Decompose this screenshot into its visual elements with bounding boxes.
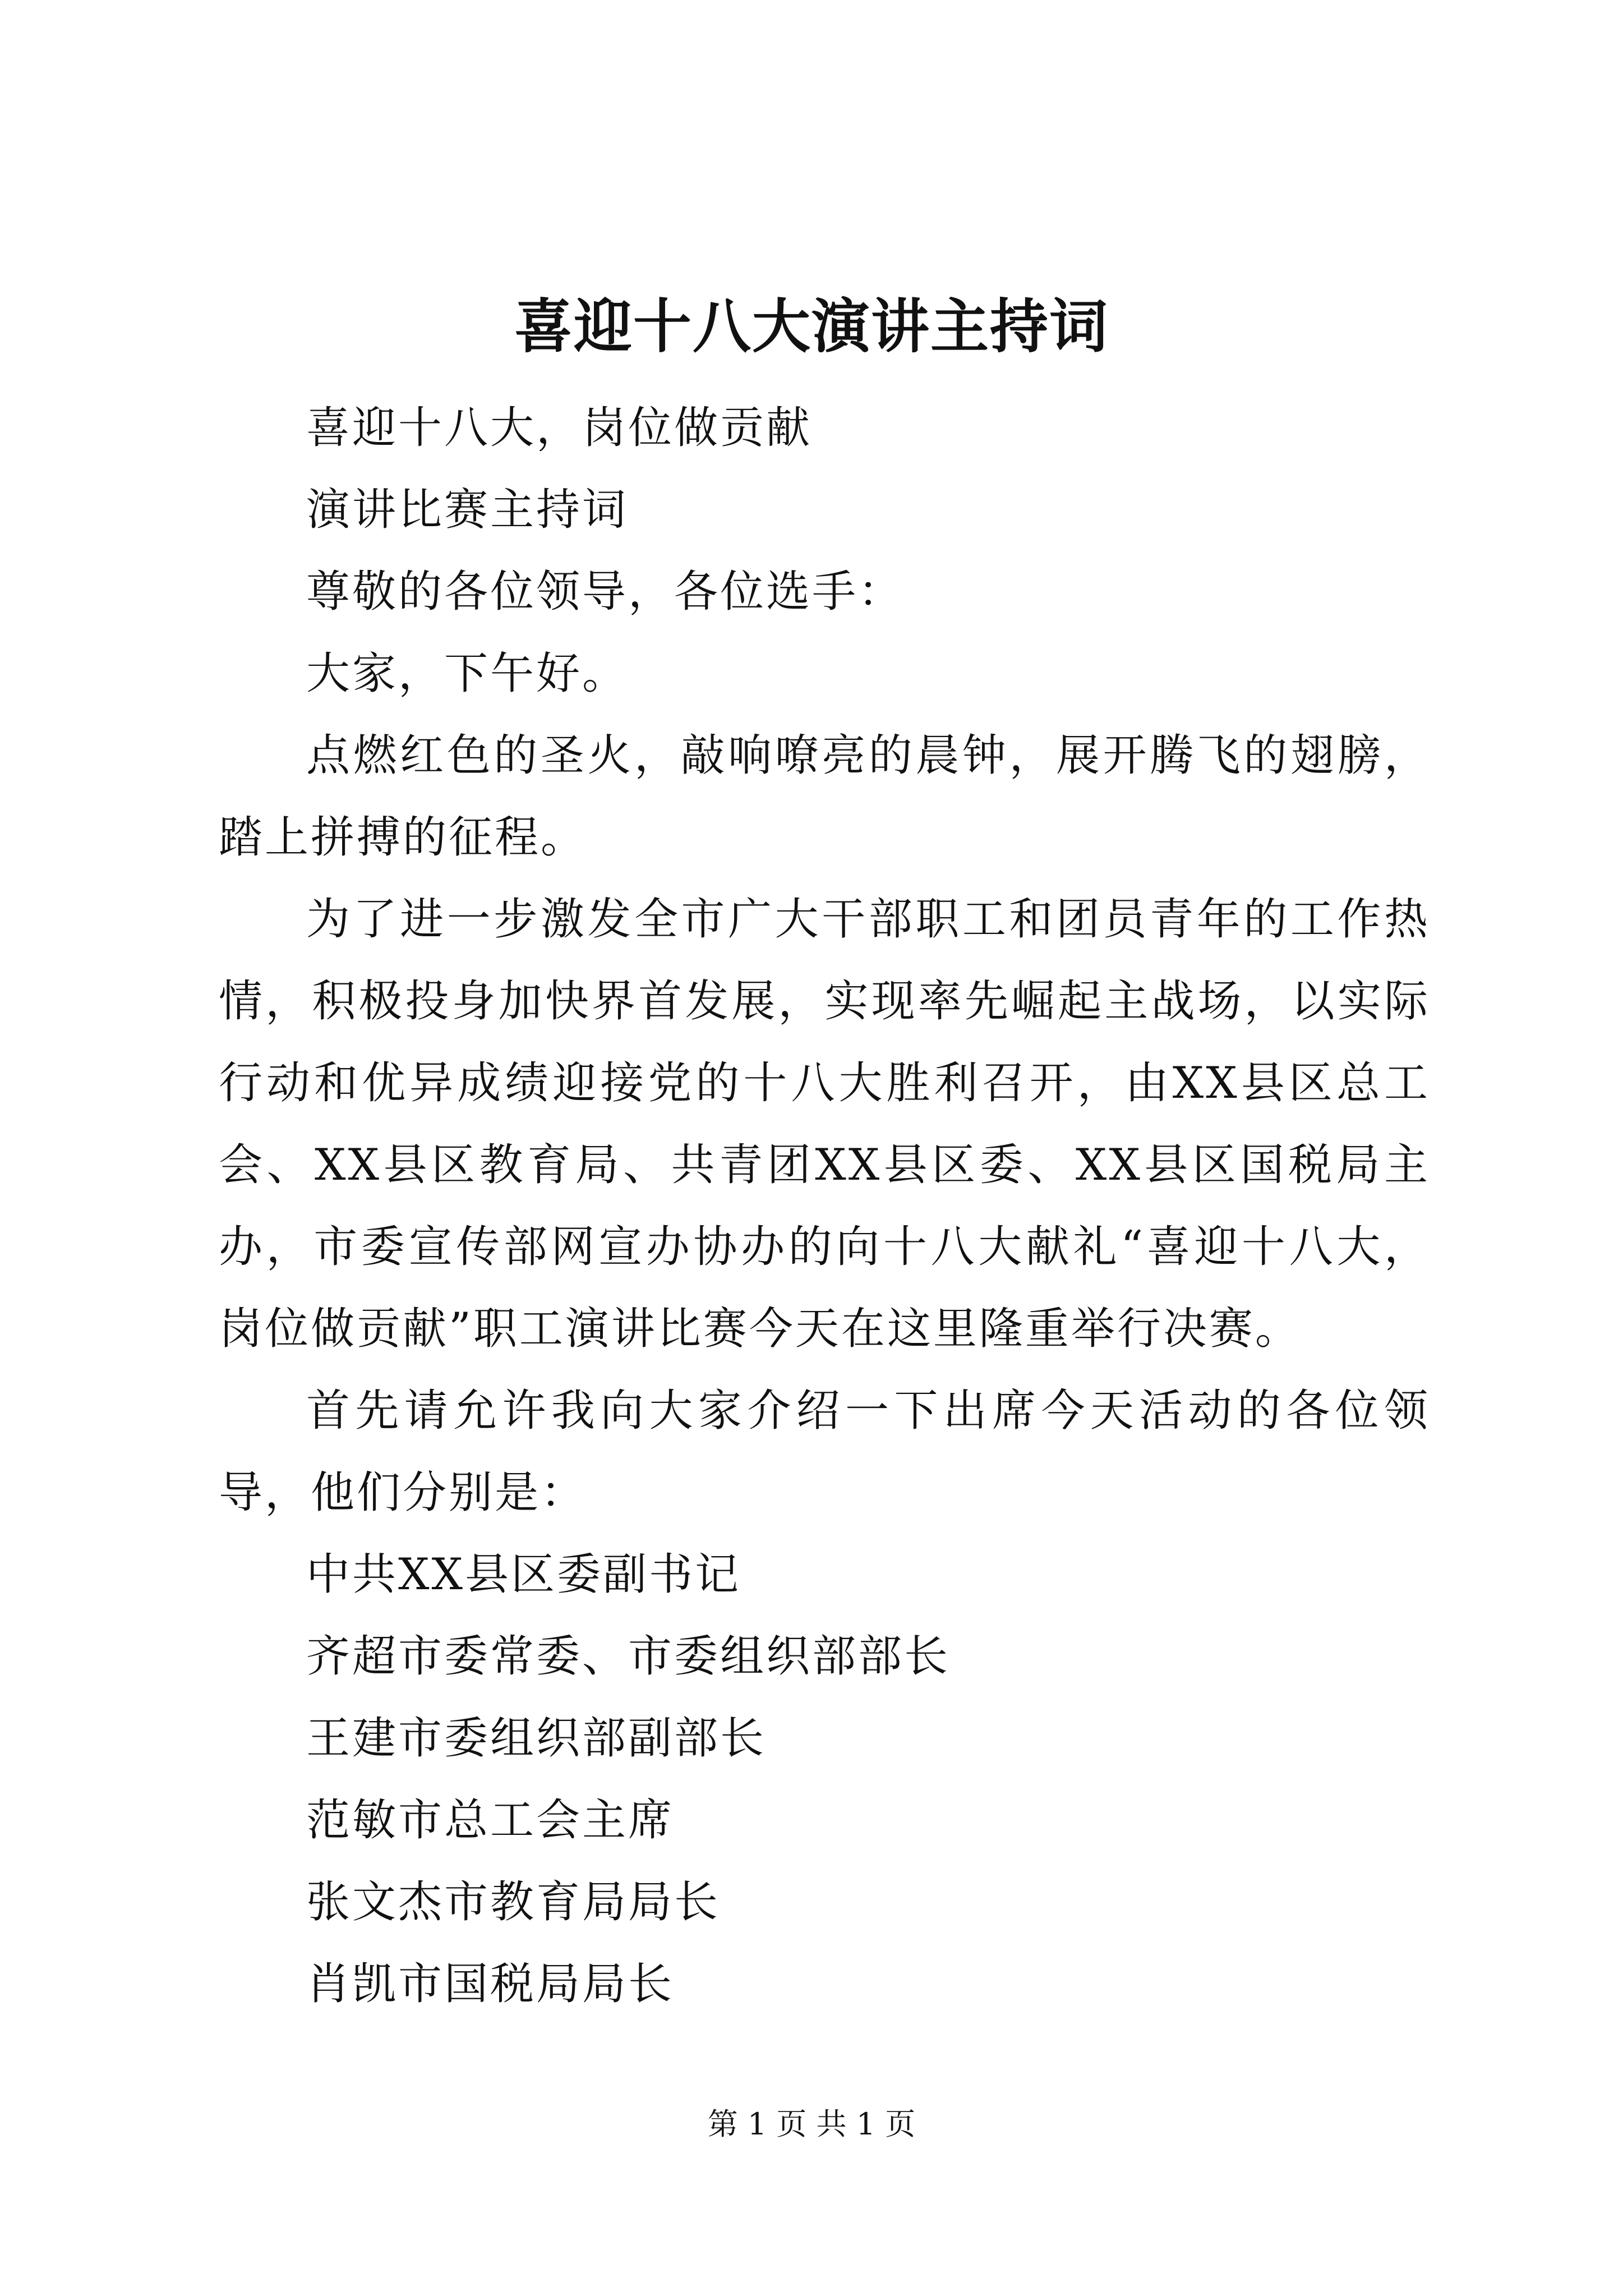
- leader-item: 中共XX县区委副书记: [306, 1549, 741, 1600]
- leader-item: 张文杰市教育局局长: [306, 1877, 721, 1927]
- paragraph-leaders-intro: 首先请允许我向大家介绍一下出席今天活动的各位领导，他们分别是：: [219, 1386, 1430, 1518]
- document-body: [219, 387, 1430, 2025]
- leader-item: 肖凯市国税局局长: [306, 1959, 675, 2009]
- paragraph-greeting: 大家，下午好。: [306, 648, 629, 699]
- paragraph-salutation: 尊敬的各位领导，各位选手：: [306, 567, 905, 617]
- document-title: 喜迎十八大演讲主持词: [514, 292, 1109, 361]
- paragraph-heading: 演讲比赛主持词: [306, 485, 629, 535]
- paragraph-event-intro: 为了进一步激发全市广大干部职工和团员青年的工作热情，积极投身加快界首发展，实现率先崛起主战场，以实际行动和优异成绩迎接党的十八大胜利召开，由XX县区总工会、XX县区教育局、共青团XX县区委、XX县区国税局主办，市委宣传部网宣办协办的向十八大献礼“喜迎十八大，岗位做贡献”职工演讲比赛今天在这里隆重举行决赛。: [219, 894, 1430, 1354]
- page-footer: 第 1 页 共 1 页: [707, 2106, 916, 2142]
- leader-item: 齐超市委常委、市委组织部部长: [306, 1631, 951, 1682]
- paragraph-subtitle: 喜迎十八大，岗位做贡献: [306, 403, 813, 453]
- leader-item: 范敏市总工会主席: [306, 1795, 675, 1846]
- paragraph-opening: 点燃红色的圣火，敲响嘹亮的晨钟，展开腾飞的翅膀，踏上拼搏的征程。: [219, 730, 1430, 863]
- leader-item: 王建市委组织部副部长: [306, 1713, 767, 1764]
